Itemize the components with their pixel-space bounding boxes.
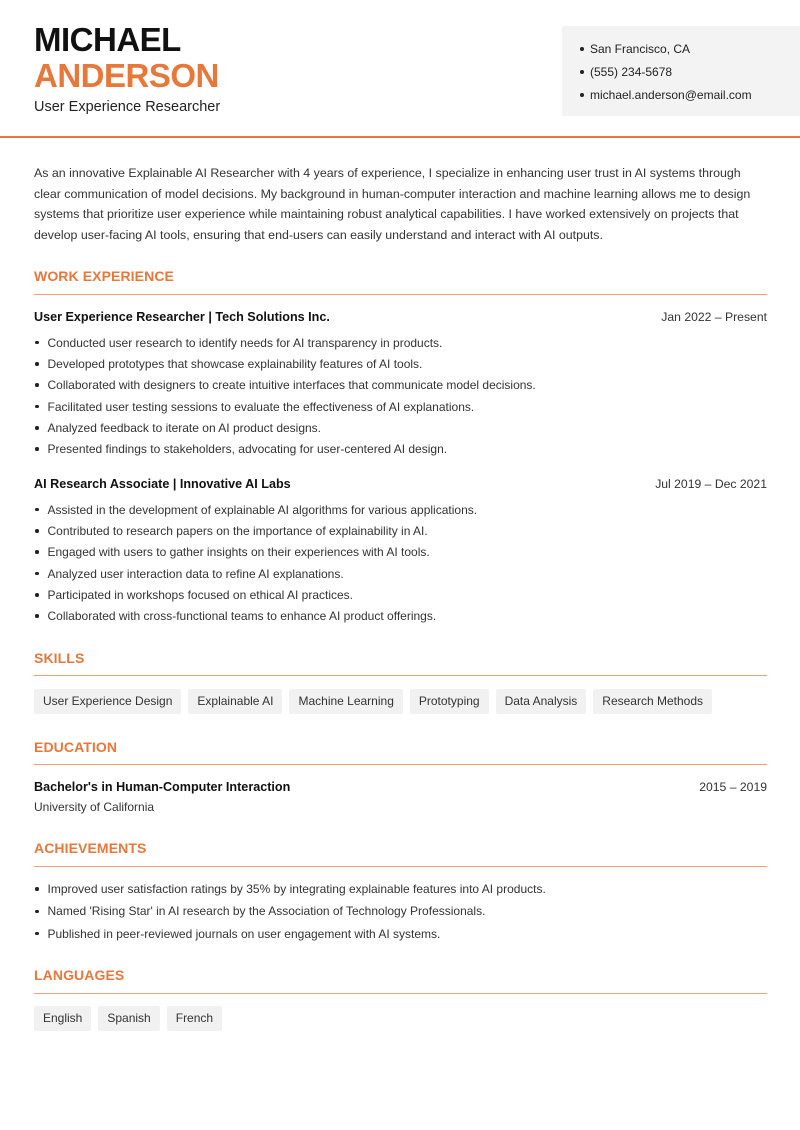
skill-chip: User Experience Design [34, 689, 181, 714]
contact-location [580, 37, 800, 60]
list-item: Engaged with users to gather insights on their experiences with AI tools. [34, 542, 767, 563]
list-item: Conducted user research to identify needs for AI transparency in products. [34, 332, 767, 353]
email-text: michael.anderson@email.com [590, 88, 752, 103]
education-dates: 2015 – 2019 [699, 780, 767, 794]
last-name: ANDERSON [34, 57, 219, 94]
school-name: University of California [34, 800, 155, 814]
list-item: Facilitated user testing sessions to evaluate the effectiveness of AI explanations. [34, 396, 767, 417]
bullet-icon [35, 593, 39, 597]
bullet-icon [580, 70, 584, 74]
summary-paragraph: As an innovative Explainable AI Researcher with 4 years of experience, I specialize in enhancing user trust in AI systems through clear communication of model decisions. My background in human-computer interaction and machine learning allows me to design systems that prioritize user experience while maintaining robust analytical capabilities. I have worked extensively on projects that develop user-facing AI tools, ensuring that end-users can easily understand and interact with AI outputs. [34, 166, 751, 243]
section-title-languages: LANGUAGES [34, 967, 125, 983]
bullet-icon [35, 426, 39, 430]
bullet-icon [35, 341, 39, 345]
section-divider [34, 993, 767, 994]
bullet-icon [35, 910, 39, 914]
list-item: Participated in workshops focused on ethical AI practices. [34, 584, 767, 605]
section-title-achievements: ACHIEVEMENTS [34, 840, 147, 856]
candidate-name [34, 22, 219, 94]
list-item: Analyzed user interaction data to refine AI explanations. [34, 563, 767, 584]
bullet-icon [35, 572, 39, 576]
job-dates: Jul 2019 – Dec 2021 [655, 477, 767, 491]
bullet-icon [35, 383, 39, 387]
skill-chip: Research Methods [593, 689, 712, 714]
bullet-icon [35, 529, 39, 533]
list-item: Collaborated with cross-functional teams to enhance AI product offerings. [34, 605, 767, 626]
section-divider [34, 294, 767, 295]
bullet-icon [35, 550, 39, 554]
section-title-education: EDUCATION [34, 739, 118, 755]
list-item: Published in peer-reviewed journals on user engagement with AI systems. [34, 923, 767, 945]
bullet-icon [35, 932, 39, 936]
language-chip: French [167, 1006, 222, 1031]
list-item: Contributed to research papers on the importance of explainability in AI. [34, 520, 767, 541]
job-role: User Experience Researcher [34, 99, 221, 115]
skill-chip: Data Analysis [496, 689, 587, 714]
language-chip: Spanish [98, 1006, 159, 1031]
location-text: San Francisco, CA [590, 41, 691, 56]
bullet-icon [35, 614, 39, 618]
list-item: Assisted in the development of explainable AI algorithms for various applications. [34, 499, 767, 520]
bullet-icon [35, 405, 39, 409]
achievements-list [34, 878, 767, 945]
list-item: Named 'Rising Star' in AI research by the Association of Technology Professionals. [34, 900, 767, 922]
section-title-work: WORK EXPERIENCE [34, 268, 174, 284]
job-title: User Experience Researcher | Tech Solutions Inc. [34, 310, 330, 324]
first-name: MICHAEL [34, 21, 181, 58]
bullet-icon [35, 447, 39, 451]
contact-email [580, 84, 800, 107]
education-header [34, 780, 767, 794]
list-item: Analyzed feedback to iterate on AI product designs. [34, 417, 767, 438]
skill-chip: Prototyping [410, 689, 489, 714]
bullet-icon [580, 47, 584, 51]
job-title: AI Research Associate | Innovative AI Labs [34, 477, 291, 491]
section-divider [34, 675, 767, 676]
job-header [34, 477, 767, 491]
bullet-icon [35, 362, 39, 366]
job-dates: Jan 2022 – Present [661, 310, 767, 324]
section-divider [34, 764, 767, 765]
list-item: Presented findings to stakeholders, advocating for user-centered AI design. [34, 438, 767, 459]
bullet-icon [580, 93, 584, 97]
section-title-skills: SKILLS [34, 650, 85, 666]
resume-header [0, 0, 800, 138]
phone-text: (555) 234-5678 [590, 64, 673, 79]
list-item: Developed prototypes that showcase explainability features of AI tools. [34, 353, 767, 374]
languages-list [34, 1006, 222, 1031]
list-item: Improved user satisfaction ratings by 35% by integrating explainable features into AI products. [34, 878, 767, 900]
job-bullets [34, 499, 767, 627]
section-divider [34, 866, 767, 867]
job-bullets [34, 332, 767, 460]
bullet-icon [35, 508, 39, 512]
contact-box [562, 26, 800, 116]
language-chip: English [34, 1006, 91, 1031]
list-item: Collaborated with designers to create intuitive interfaces that communicate model decisions. [34, 375, 767, 396]
job-header [34, 310, 767, 324]
skill-chip: Explainable AI [188, 689, 282, 714]
degree: Bachelor's in Human-Computer Interaction [34, 780, 291, 794]
contact-phone [580, 60, 800, 83]
skills-list [34, 689, 712, 714]
skill-chip: Machine Learning [289, 689, 402, 714]
bullet-icon [35, 887, 39, 891]
